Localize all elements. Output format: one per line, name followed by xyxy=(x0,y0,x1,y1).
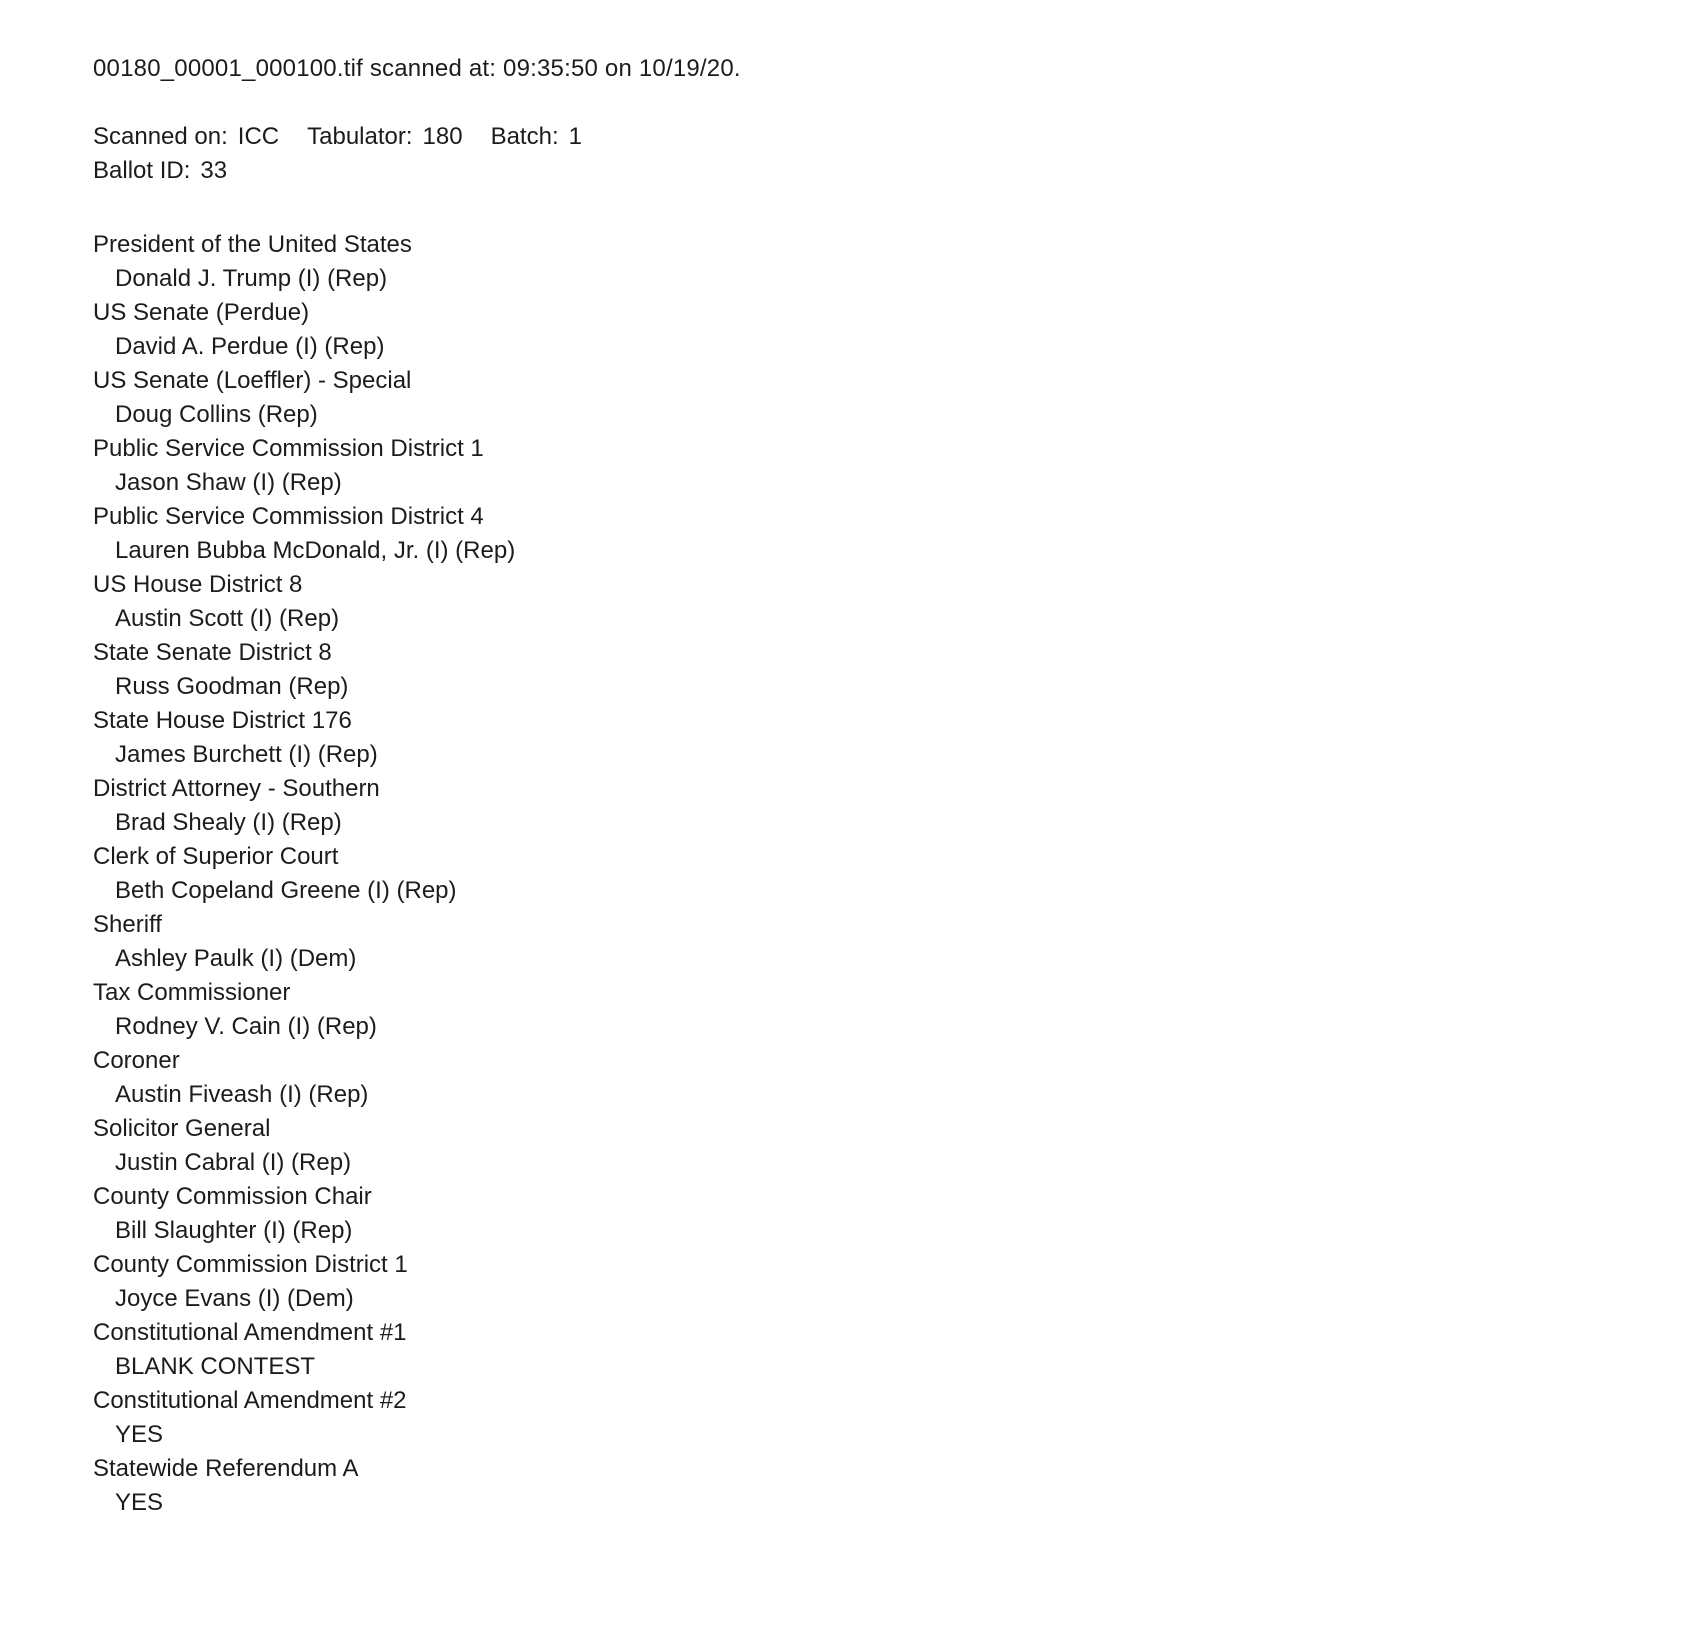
contest-vote: Bill Slaughter (I) (Rep) xyxy=(115,1217,353,1244)
contest-vote: Donald J. Trump (I) (Rep) xyxy=(115,265,388,292)
tabulator-label: Tabulator: xyxy=(307,123,413,150)
contest-name: Public Service Commission District 4 xyxy=(93,503,484,530)
contest-name: US House District 8 xyxy=(93,571,303,598)
contest-vote: David A. Perdue (I) (Rep) xyxy=(115,333,385,360)
scan-info-line xyxy=(93,120,1708,154)
contest-vote: YES xyxy=(115,1489,164,1516)
ballot-id-label: Ballot ID: xyxy=(93,157,191,184)
batch-label: Batch: xyxy=(490,123,559,150)
scanned-on-value: ICC xyxy=(237,123,280,150)
contest-vote: Jason Shaw (I) (Rep) xyxy=(115,469,342,496)
contest-vote: Austin Scott (I) (Rep) xyxy=(115,605,340,632)
contest-vote: Ashley Paulk (I) (Dem) xyxy=(115,945,357,972)
contest-vote: Lauren Bubba McDonald, Jr. (I) (Rep) xyxy=(115,537,516,564)
scanned-on-label: Scanned on: xyxy=(93,123,228,150)
contest-results-list xyxy=(93,228,1708,1520)
contest-name: County Commission District 1 xyxy=(93,1251,408,1278)
contest-name: US Senate (Perdue) xyxy=(93,299,310,326)
contest-vote: Joyce Evans (I) (Dem) xyxy=(115,1285,354,1312)
contest-vote: Justin Cabral (I) (Rep) xyxy=(115,1149,352,1176)
contest-vote: Beth Copeland Greene (I) (Rep) xyxy=(115,877,457,904)
contest-name: Constitutional Amendment #1 xyxy=(93,1319,407,1346)
contest-vote: Russ Goodman (Rep) xyxy=(115,673,349,700)
scan-filename-line: 00180_00001_000100.tif scanned at: 09:35:50 on 10/19/20. xyxy=(93,55,741,82)
contest-vote: Doug Collins (Rep) xyxy=(115,401,318,428)
contest-name: Tax Commissioner xyxy=(93,979,291,1006)
contest-name: Clerk of Superior Court xyxy=(93,843,339,870)
contest-name: Solicitor General xyxy=(93,1115,271,1142)
contest-name: President of the United States xyxy=(93,231,412,258)
tabulator-value: 180 xyxy=(422,123,463,150)
contest-name: County Commission Chair xyxy=(93,1183,372,1210)
contest-vote: Brad Shealy (I) (Rep) xyxy=(115,809,342,836)
ballot-id-line xyxy=(93,154,1708,188)
contest-vote: James Burchett (I) (Rep) xyxy=(115,741,378,768)
ballot-id-value: 33 xyxy=(200,157,228,184)
contest-name: Public Service Commission District 1 xyxy=(93,435,484,462)
contest-name: Statewide Referendum A xyxy=(93,1455,359,1482)
contest-name: State Senate District 8 xyxy=(93,639,332,666)
contest-name: Sheriff xyxy=(93,911,162,938)
contest-name: State House District 176 xyxy=(93,707,352,734)
contest-vote: BLANK CONTEST xyxy=(115,1353,316,1380)
contest-vote: YES xyxy=(115,1421,164,1448)
contest-name: Constitutional Amendment #2 xyxy=(93,1387,407,1414)
contest-vote: Austin Fiveash (I) (Rep) xyxy=(115,1081,369,1108)
contest-name: District Attorney - Southern xyxy=(93,775,380,802)
batch-value: 1 xyxy=(568,123,582,150)
contest-name: Coroner xyxy=(93,1047,180,1074)
contest-name: US Senate (Loeffler) - Special xyxy=(93,367,412,394)
contest-vote: Rodney V. Cain (I) (Rep) xyxy=(115,1013,377,1040)
